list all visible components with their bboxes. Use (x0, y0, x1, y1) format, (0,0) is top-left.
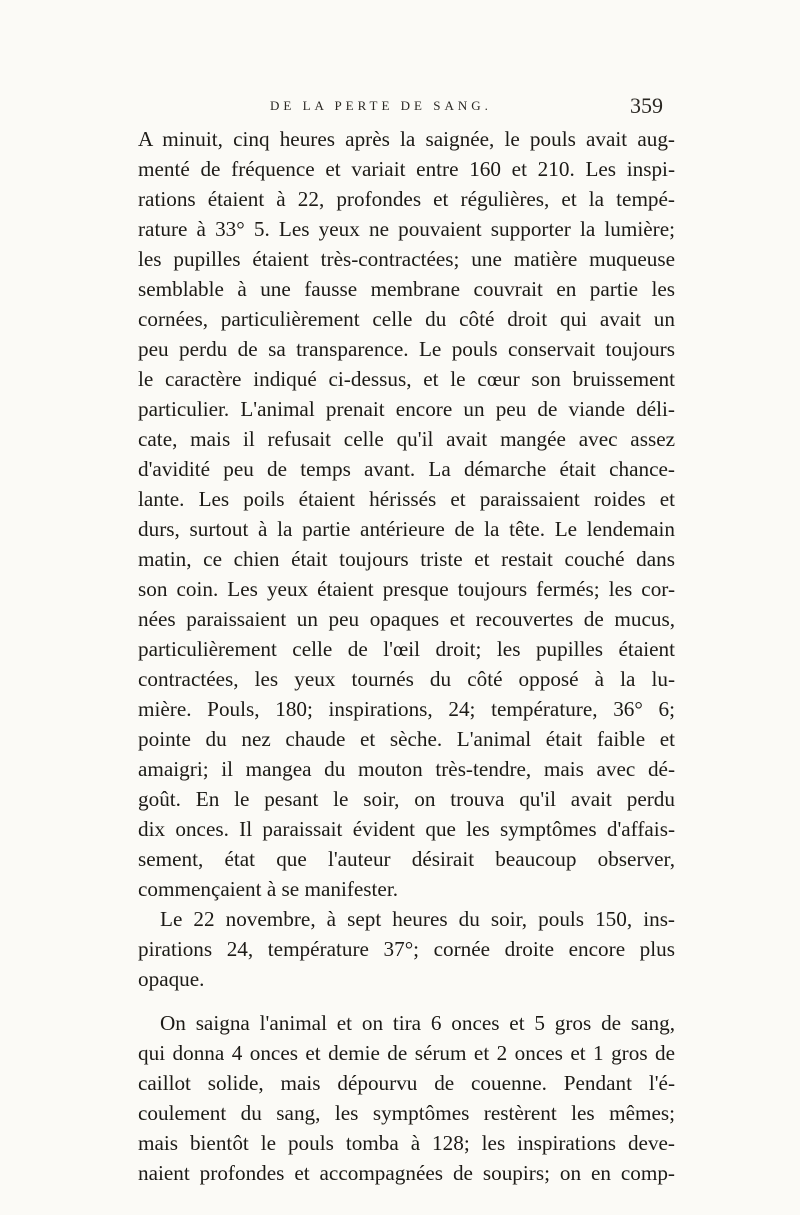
text-line: menté de fréquence et variait entre 160 et 210. Les inspi- (138, 157, 675, 181)
text-line: les pupilles étaient très-contractées; une matière muqueuse (138, 247, 675, 271)
text-line: d'avidité peu de temps avant. La démarche était chance- (138, 457, 675, 481)
text-line: rature à 33° 5. Les yeux ne pouvaient supporter la lumière; (138, 217, 675, 241)
text-line: commençaient à se manifester. (138, 877, 399, 901)
text-line: opaque. (138, 967, 205, 991)
text-line: coulement du sang, les symptômes restèrent les mêmes; (138, 1101, 675, 1125)
paragraph-1 (138, 124, 675, 904)
text-line: nées paraissaient un peu opaques et recouvertes de mucus, (138, 607, 675, 631)
text-line: particulier. L'animal prenait encore un peu de viande déli- (138, 397, 675, 421)
text-line: qui donna 4 onces et demie de sérum et 2 onces et 1 gros de (138, 1041, 675, 1065)
text-line: cate, mais il refusait celle qu'il avait mangée avec assez (138, 427, 675, 451)
text-line: matin, ce chien était toujours triste et restait couché dans (138, 547, 675, 571)
paragraph-2 (138, 904, 675, 994)
text-line: peu perdu de sa transparence. Le pouls conservait toujours (138, 337, 675, 361)
paragraph-3 (138, 1008, 675, 1188)
text-line: semblable à une fausse membrane couvrait en partie les (138, 277, 675, 301)
text-line: caillot solide, mais dépourvu de couenne. Pendant l'é- (138, 1071, 675, 1095)
text-line: mière. Pouls, 180; inspirations, 24; température, 36° 6; (138, 697, 675, 721)
text-line: naient profondes et accompagnées de soupirs; on en comp- (138, 1161, 675, 1185)
page-number: 359 (630, 93, 663, 118)
text-line: A minuit, cinq heures après la saignée, le pouls avait aug- (138, 127, 675, 151)
text-line: particulièrement celle de l'œil droit; les pupilles étaient (138, 637, 675, 661)
text-line: Le 22 novembre, à sept heures du soir, pouls 150, ins- (160, 907, 675, 931)
text-line: rations étaient à 22, profondes et régulières, et la tempé- (138, 187, 675, 211)
text-line: le caractère indiqué ci-dessus, et le cœur son bruissement (138, 367, 675, 391)
text-line: lante. Les poils étaient hérissés et paraissaient roides et (138, 487, 675, 511)
text-line: mais bientôt le pouls tomba à 128; les inspirations deve- (138, 1131, 675, 1155)
text-line: son coin. Les yeux étaient presque toujours fermés; les cor- (138, 577, 675, 601)
text-line: goût. En le pesant le soir, on trouva qu'il avait perdu (138, 787, 675, 811)
text-line: pointe du nez chaude et sèche. L'animal était faible et (138, 727, 675, 751)
text-line: cornées, particulièrement celle du côté droit qui avait un (138, 307, 675, 331)
text-line: dix onces. Il paraissait évident que les symptômes d'affais- (138, 817, 675, 841)
text-line: amaigri; il mangea du mouton très-tendre, mais avec dé- (138, 757, 675, 781)
text-line: sement, état que l'auteur désirait beaucoup observer, (138, 847, 675, 871)
text-line: contractées, les yeux tournés du côté opposé à la lu- (138, 667, 675, 691)
text-line: pirations 24, température 37°; cornée droite encore plus (138, 937, 675, 961)
text-line: durs, surtout à la partie antérieure de la tête. Le lendemain (138, 517, 675, 541)
body-text (138, 124, 675, 1188)
text-line: On saigna l'animal et on tira 6 onces et 5 gros de sang, (160, 1011, 675, 1035)
paragraph-spacing (138, 994, 675, 1008)
running-title: DE LA PERTE DE SANG. (270, 98, 492, 113)
